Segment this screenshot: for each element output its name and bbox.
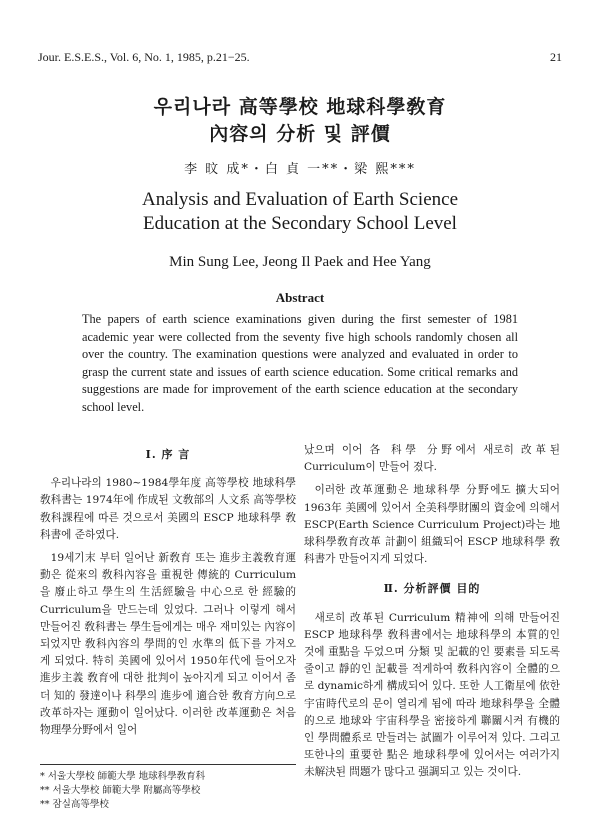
footnote-3: ** 잠실高等學校 <box>40 799 109 810</box>
journal-citation: Jour. E.S.E.S., Vol. 6, No. 1, 1985, p.21−25. <box>38 50 250 64</box>
right-paragraph-2: 이러한 改革運動은 地球科學 分野에도 擴大되어 1963年 美國에 있어서 全美科學財團의 資金에 의해서 ESCP(Earth Science Curriculum Project)라는 地球科學敎育改革 計劃이 組織되어 ESCP 地球科學 敎科書가 만들어지게 되었다. <box>304 484 560 566</box>
footnotes <box>40 764 296 812</box>
section-1-paragraph-2: 19세기末 부터 일어난 新敎育 또는 進步主義敎育運動은 從來의 敎科內容을 重視한 傳統的 Curriculum을 廢止하고 學生의 生活經驗을 中心으로 한 經驗的 Curriculum을 만드는데 있었다. 그러나 이렇게 해서 만들어진 敎科書는 學生들에게는 매우 재미있는 內容이 되었지만 敎科內容의 學問的인 水準의 低下를 가져오게 되었다. 特히 美國에 있어서 1950年代에 들어오자 進步主義 敎育에 대한 批判이 높아지게 되고 이어서 좀더 知的 發達이나 科學의 進步에 適合한 敎育方向으로 改革하자는 運動이 일어났다. 이러한 改革運動은 처음 物理學分野에서 일어 <box>40 552 296 737</box>
left-column <box>40 442 296 745</box>
abstract-heading: Abstract <box>275 290 325 305</box>
korean-title-line-1: 우리나라 高等學校 地球科學敎育 <box>153 96 447 118</box>
section-1-heading: I. 序 言 <box>145 448 191 461</box>
english-title-line-1: Analysis and Evaluation of Earth Science <box>141 189 459 210</box>
right-paragraph-1: 났으며 이어 各 科學 分野에서 새로히 改革된 Curriculum이 만들어 졌다. <box>304 444 560 474</box>
right-column <box>304 442 560 788</box>
footnote-2: ** 서울大學校 師範大學 附屬高等學校 <box>40 785 201 796</box>
page-number: 21 <box>550 50 562 64</box>
abstract-text: The papers of earth science examinations given during the first semester of 1981 academic year were collected from the seventy five high schools randomly chosen all over the country. The examination questions were analyzed and evaluated in order to grasp the current state and issues of earth science education. Some critical remarks and suggestions are made for improvement of the earth science education at the secondary school level. <box>82 312 518 414</box>
section-1-paragraph-1: 우리나라의 1980∼1984學年度 高等學校 地球科學 敎科書는 1974年에 作成된 文敎部의 人文系 高等學校 敎科課程에 따른 것으로서 美國의 ESCP 地球科學 敎科書에 준하였다. <box>40 477 296 541</box>
section-2-paragraph: 새로히 改革된 Curriculum 精神에 의해 만들어진 ESCP 地球科學 敎科書에서는 地球科學의 本質的인 것에 重點을 두었으며 分類 및 記載的인 要素를 되도록 줄이고 靜的인 記載를 적게하여 敎科內容이 全體的으로 dynamic하게 構成되어 있다. 또한 人工衛星에 依한 宇宙時代로의 문이 열리게 됨에 따라 地球科學을 全體的으로 地球와 宇宙科學을 密接하게 聯關시켜 有機的인 學問體系로 만들려는 試圖가 이루어져 있다. 그리고 또한나의 重要한 點은 地球科學에 있어서는 여러가지 未解決된 問題가 많다고 强調되고 있는 것이다. <box>304 611 560 779</box>
english-authors: Min Sung Lee, Jeong Il Paek and Hee Yang <box>169 254 431 270</box>
footnote-1: * 서울大學校 師範大學 地球科學敎育科 <box>40 771 206 782</box>
korean-title-line-2: 內容의 分析 및 評價 <box>209 123 391 145</box>
korean-authors: 李 旼 成*・白 貞 一**・梁 熙*** <box>184 162 416 177</box>
english-title-line-2: Education at the Secondary School Level <box>143 213 457 234</box>
section-2-heading: Ⅱ. 分析評價 目的 <box>383 582 481 596</box>
